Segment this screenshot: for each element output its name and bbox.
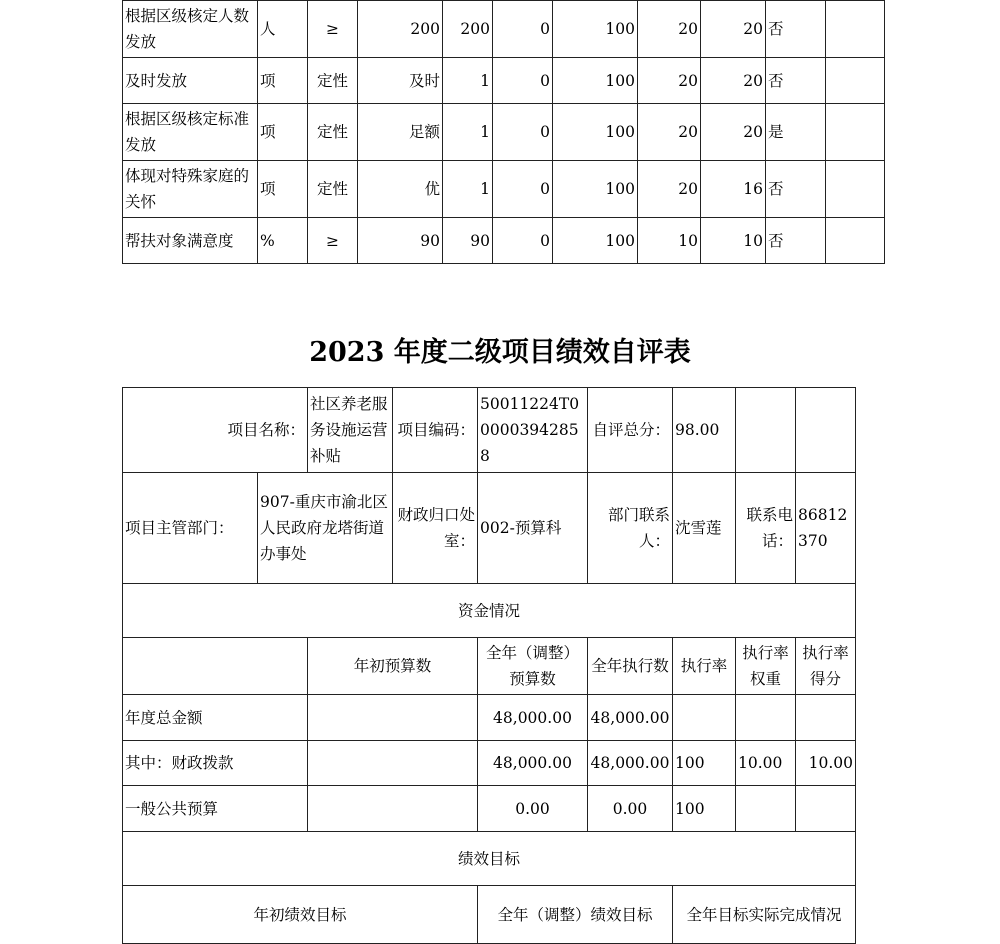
funds-row <box>123 741 856 786</box>
indicator-unit: 人 <box>258 1 308 58</box>
indicator-weight: 20 <box>638 161 701 218</box>
indicator-unit: 项 <box>258 104 308 161</box>
project-name-value: 社区养老服务设施运营补贴 <box>308 388 393 473</box>
indicator-actual: 1 <box>443 161 493 218</box>
finance-label: 财政归口处室： <box>393 473 478 584</box>
indicator-name: 帮扶对象满意度 <box>123 218 258 264</box>
funds-executed: 0.00 <box>588 786 673 832</box>
col-initial-goal: 年初绩效目标 <box>123 886 478 944</box>
indicator-operator: 定性 <box>308 58 358 104</box>
funds-section-row <box>123 584 856 638</box>
empty-cell <box>826 1 885 58</box>
finance-value: 002-预算科 <box>478 473 588 584</box>
indicator-flag: 否 <box>766 161 826 218</box>
indicator-flag: 否 <box>766 58 826 104</box>
indicator-operator: ≥ <box>308 1 358 58</box>
indicator-name: 及时发放 <box>123 58 258 104</box>
indicator-full-value: 100 <box>553 161 638 218</box>
indicator-row <box>123 58 885 104</box>
funds-score <box>796 786 856 832</box>
indicator-actual: 90 <box>443 218 493 264</box>
indicator-full-value: 100 <box>553 58 638 104</box>
empty-cell <box>826 218 885 264</box>
funds-rate: 100 <box>673 786 736 832</box>
indicator-score: 20 <box>701 1 766 58</box>
indicator-target: 90 <box>358 218 443 264</box>
project-name-label: 项目名称： <box>123 388 308 473</box>
indicator-row <box>123 218 885 264</box>
contact-label: 部门联系人： <box>588 473 673 584</box>
contact-value: 沈雪莲 <box>673 473 736 584</box>
indicator-score: 10 <box>701 218 766 264</box>
funds-section-title: 资金情况 <box>123 584 856 638</box>
empty-cell <box>796 388 856 473</box>
project-code-label: 项目编码： <box>393 388 478 473</box>
empty-cell <box>123 638 308 695</box>
indicator-target: 足额 <box>358 104 443 161</box>
indicator-deviation: 0 <box>493 1 553 58</box>
indicator-actual: 200 <box>443 1 493 58</box>
indicator-table <box>122 0 885 264</box>
funds-row-label: 年度总金额 <box>123 695 308 741</box>
funds-score: 10.00 <box>796 741 856 786</box>
indicator-unit: % <box>258 218 308 264</box>
col-actual-completion: 全年目标实际完成情况 <box>673 886 856 944</box>
project-code-value: 50011224T000003942858 <box>478 388 588 473</box>
col-exec-rate: 执行率 <box>673 638 736 695</box>
funds-initial <box>308 695 478 741</box>
indicator-score: 20 <box>701 58 766 104</box>
indicator-full-value: 100 <box>553 104 638 161</box>
indicator-unit: 项 <box>258 161 308 218</box>
self-score-label: 自评总分： <box>588 388 673 473</box>
funds-row <box>123 695 856 741</box>
funds-header-row <box>123 638 856 695</box>
indicator-actual: 1 <box>443 58 493 104</box>
funds-adjusted: 48,000.00 <box>478 741 588 786</box>
indicator-row <box>123 1 885 58</box>
col-adjusted-goal: 全年（调整）绩效目标 <box>478 886 673 944</box>
empty-cell <box>826 104 885 161</box>
indicator-score: 16 <box>701 161 766 218</box>
info-row-dept <box>123 473 856 584</box>
indicator-deviation: 0 <box>493 161 553 218</box>
indicator-weight: 20 <box>638 1 701 58</box>
funds-rate <box>673 695 736 741</box>
indicator-deviation: 0 <box>493 218 553 264</box>
self-score-value: 98.00 <box>673 388 736 473</box>
info-row-project <box>123 388 856 473</box>
col-adjusted-budget: 全年（调整）预算数 <box>478 638 588 695</box>
goals-section-row <box>123 832 856 886</box>
indicator-score: 20 <box>701 104 766 161</box>
indicator-full-value: 100 <box>553 218 638 264</box>
page-title: 2023 年度二级项目绩效自评表 <box>309 337 691 368</box>
dept-label: 项目主管部门： <box>123 473 258 584</box>
indicator-name: 体现对特殊家庭的关怀 <box>123 161 258 218</box>
indicator-name: 根据区级核定标准发放 <box>123 104 258 161</box>
indicator-row <box>123 161 885 218</box>
indicator-weight: 20 <box>638 104 701 161</box>
goals-section-title: 绩效目标 <box>123 832 856 886</box>
funds-row <box>123 786 856 832</box>
indicator-deviation: 0 <box>493 58 553 104</box>
funds-rate: 100 <box>673 741 736 786</box>
indicator-flag: 否 <box>766 1 826 58</box>
indicator-target: 优 <box>358 161 443 218</box>
col-exec-score: 执行率得分 <box>796 638 856 695</box>
indicator-row <box>123 104 885 161</box>
funds-initial <box>308 786 478 832</box>
funds-adjusted: 48,000.00 <box>478 695 588 741</box>
indicator-name: 根据区级核定人数发放 <box>123 1 258 58</box>
indicator-deviation: 0 <box>493 104 553 161</box>
funds-row-label: 其中：财政拨款 <box>123 741 308 786</box>
col-initial-budget: 年初预算数 <box>308 638 478 695</box>
empty-cell <box>826 161 885 218</box>
empty-cell <box>826 58 885 104</box>
col-executed: 全年执行数 <box>588 638 673 695</box>
indicator-target: 200 <box>358 1 443 58</box>
indicator-target: 及时 <box>358 58 443 104</box>
funds-row-label: 一般公共预算 <box>123 786 308 832</box>
funds-executed: 48,000.00 <box>588 695 673 741</box>
funds-adjusted: 0.00 <box>478 786 588 832</box>
empty-cell <box>736 388 796 473</box>
performance-table <box>122 387 856 944</box>
indicator-unit: 项 <box>258 58 308 104</box>
funds-weight <box>736 695 796 741</box>
indicator-flag: 是 <box>766 104 826 161</box>
funds-weight: 10.00 <box>736 741 796 786</box>
indicator-weight: 10 <box>638 218 701 264</box>
indicator-operator: 定性 <box>308 104 358 161</box>
indicator-flag: 否 <box>766 218 826 264</box>
col-exec-weight: 执行率权重 <box>736 638 796 695</box>
funds-weight <box>736 786 796 832</box>
funds-score <box>796 695 856 741</box>
funds-executed: 48,000.00 <box>588 741 673 786</box>
funds-initial <box>308 741 478 786</box>
phone-label: 联系电话： <box>736 473 796 584</box>
phone-value: 86812370 <box>796 473 856 584</box>
indicator-operator: ≥ <box>308 218 358 264</box>
indicator-full-value: 100 <box>553 1 638 58</box>
goals-header-row <box>123 886 856 944</box>
dept-value: 907-重庆市渝北区人民政府龙塔街道办事处 <box>258 473 393 584</box>
indicator-actual: 1 <box>443 104 493 161</box>
indicator-operator: 定性 <box>308 161 358 218</box>
indicator-weight: 20 <box>638 58 701 104</box>
